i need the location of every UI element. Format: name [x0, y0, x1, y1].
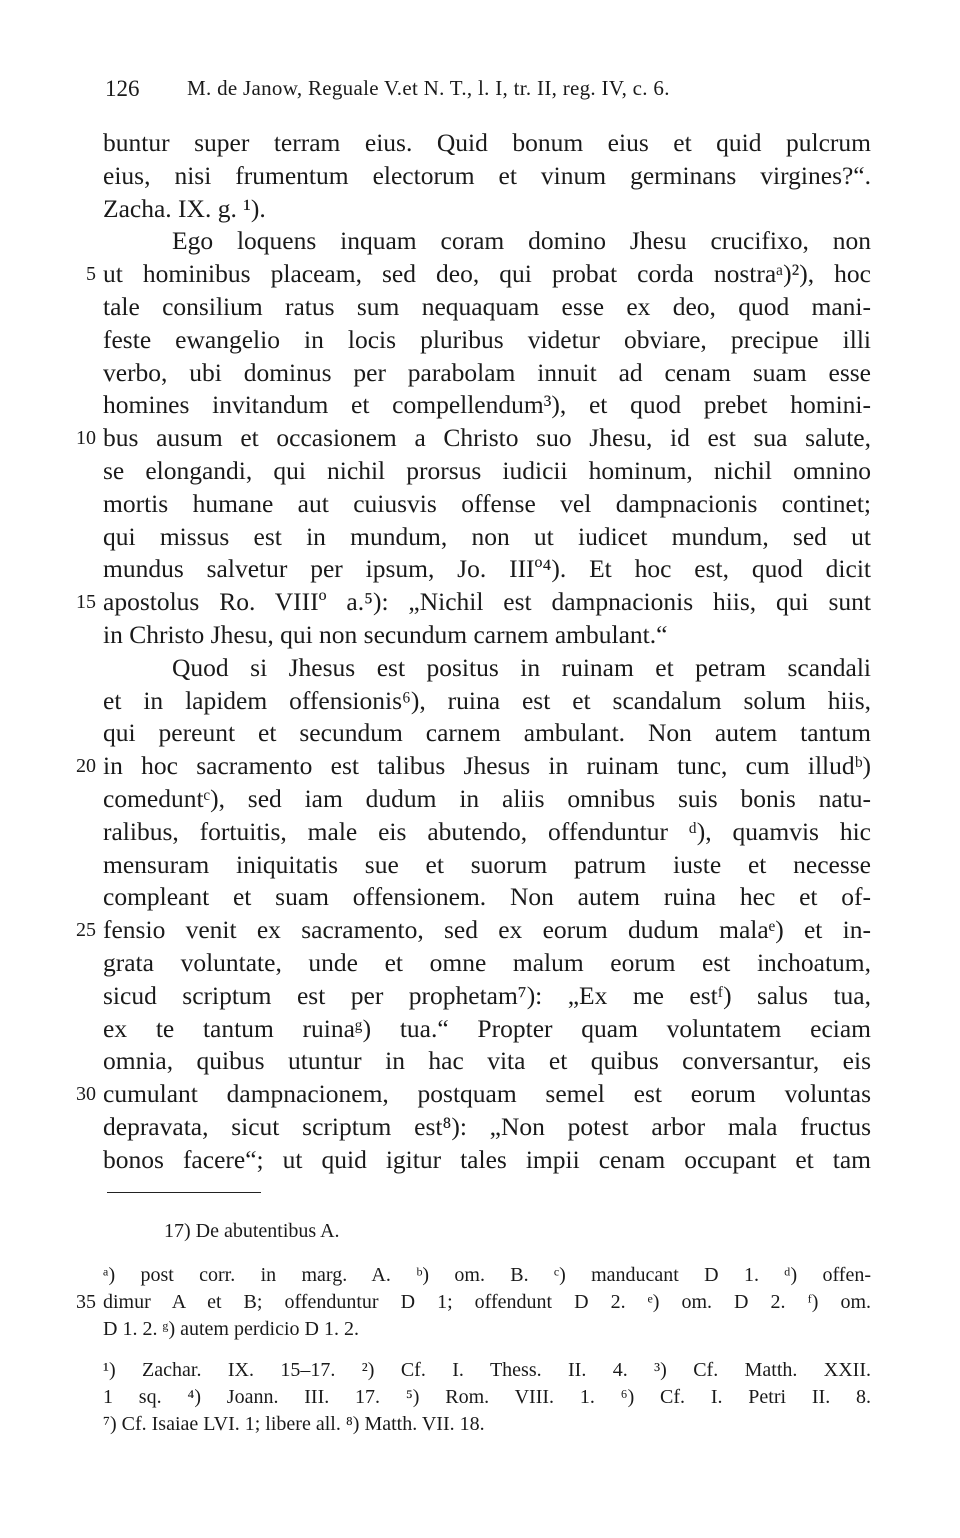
text-line: feste ewangelio in locis pluribus videtur obviare, precipue illi — [103, 324, 871, 354]
text-line: compleant et suam offensionem. Non autem ruina hec et of- — [103, 882, 871, 912]
text-line: apostolus Ro. VIIIº a.⁵): „Nichil est dampnacionis hiis, qui sunt — [103, 587, 871, 617]
text-line: tale consilium ratus sum nequaquam esse ex deo, quod mani- — [103, 292, 871, 321]
footnote-17: 17) De abutentibus A. — [164, 1220, 340, 1242]
line-number: 20 — [76, 755, 96, 778]
line-number: 35 — [76, 1291, 96, 1313]
text-line: fensio venit ex sacramento, sed ex eorum dudum malaᵉ) et in- — [103, 915, 871, 945]
apparatus-line: ᵃ) post corr. in marg. A. ᵇ) om. B. ᶜ) manducant D 1. ᵈ) offen- — [103, 1264, 871, 1286]
footnote-rule — [107, 1192, 261, 1193]
text-line: qui pereunt et secundum carnem ambulant. Non autem tantum — [103, 718, 871, 748]
apparatus-line: D 1. 2. ᵍ) autem perdicio D 1. 2. — [103, 1318, 359, 1340]
text-line: Quod si Jhesus est positus in ruinam et petram scandali — [172, 652, 871, 682]
apparatus-line: dimur A et B; offenduntur D 1; offendunt D 2. ᵉ) om. D 2. ᶠ) om. — [103, 1291, 871, 1313]
page-header — [105, 76, 865, 106]
text-line: Ego loquens inquam coram domino Jhesu crucifixo, non — [172, 226, 871, 256]
text-line: buntur super terram eius. Quid bonum eius et quid pulcrum — [103, 128, 871, 157]
text-line: ex te tantum ruinaᵍ) tua.“ Propter quam voluntatem eciam — [103, 1013, 871, 1043]
line-number: 25 — [76, 919, 96, 942]
text-line: et in lapidem offensionis⁶), ruina est et scandalum solum hiis, — [103, 685, 871, 715]
text-line: se elongandi, qui nichil prorsus iudicii hominum, nichil omnino — [103, 456, 871, 485]
text-line: omnia, quibus utuntur in hac vita et quibus conversantur, eis — [103, 1046, 871, 1076]
text-line: bonos facere“; ut quid igitur tales impii cenam occupant et tam — [103, 1144, 871, 1174]
text-line: verbo, ubi dominus per parabolam innuit ad cenam suam esse — [103, 357, 871, 387]
text-line: qui missus est in mundum, non ut iudicet mundum, sed ut — [103, 521, 871, 551]
text-line: grata voluntate, unde et omne malum eorum est inchoatum, — [103, 948, 871, 977]
line-number: 5 — [86, 263, 96, 286]
reference-line: ⁷) Cf. Isaiae LVI. 1; libere all. ⁸) Matth. VII. 18. — [103, 1413, 485, 1435]
line-number: 10 — [76, 427, 96, 450]
text-line: ut hominibus placeam, sed deo, qui probat corda nostraᵃ)²), hoc — [103, 259, 871, 289]
text-line: mensuram iniquitatis sue et suorum patrum iuste et necesse — [103, 849, 871, 879]
reference-line: ¹) Zachar. IX. 15–17. ²) Cf. I. Thess. II. 4. ³) Cf. Matth. XXII. — [103, 1359, 871, 1381]
running-head: M. de Janow, Reguale V.et N. T., l. I, tr. II, reg. IV, c. 6. — [187, 76, 670, 100]
text-line: depravata, sicut scriptum est⁸): „Non potest arbor mala fructus — [103, 1112, 871, 1141]
reference-line: 1 sq. ⁴) Joann. III. 17. ⁵) Rom. VIII. 1. ⁶) Cf. I. Petri II. 8. — [103, 1386, 871, 1408]
text-line: ralibus, fortuitis, male eis abutendo, offenduntur ᵈ), quamvis hic — [103, 816, 871, 846]
line-number: 30 — [76, 1083, 96, 1106]
text-line: Zacha. IX. g. ¹). — [103, 193, 266, 223]
text-line: eius, nisi frumentum electorum et vinum germinans virgines?“. — [103, 160, 871, 190]
text-line: bus ausum et occasionem a Christo suo Jhesu, id est sua salute, — [103, 423, 871, 453]
line-number: 15 — [76, 591, 96, 614]
text-line: in Christo Jhesu, qui non secundum carnem ambulant.“ — [103, 620, 668, 649]
text-line: cumulant dampnacionem, postquam semel est eorum voluntas — [103, 1079, 871, 1109]
text-line: comeduntᶜ), sed iam dudum in aliis omnibus suis bonis natu- — [103, 784, 871, 813]
text-line: mortis humane aut cuiusvis offense vel dampnacionis continet; — [103, 488, 871, 518]
text-line: in hoc sacramento est talibus Jhesus in ruinam tunc, cum illudᵇ) — [103, 751, 871, 781]
text-line: mundus salvetur per ipsum, Jo. IIIº⁴). Et hoc est, quod dicit — [103, 554, 871, 584]
text-line: sicud scriptum est per prophetam⁷): „Ex me estᶠ) salus tua, — [103, 980, 871, 1010]
page-number: 126 — [105, 76, 140, 101]
text-line: homines invitandum et compellendum³), et quod prebet homini- — [103, 390, 871, 420]
